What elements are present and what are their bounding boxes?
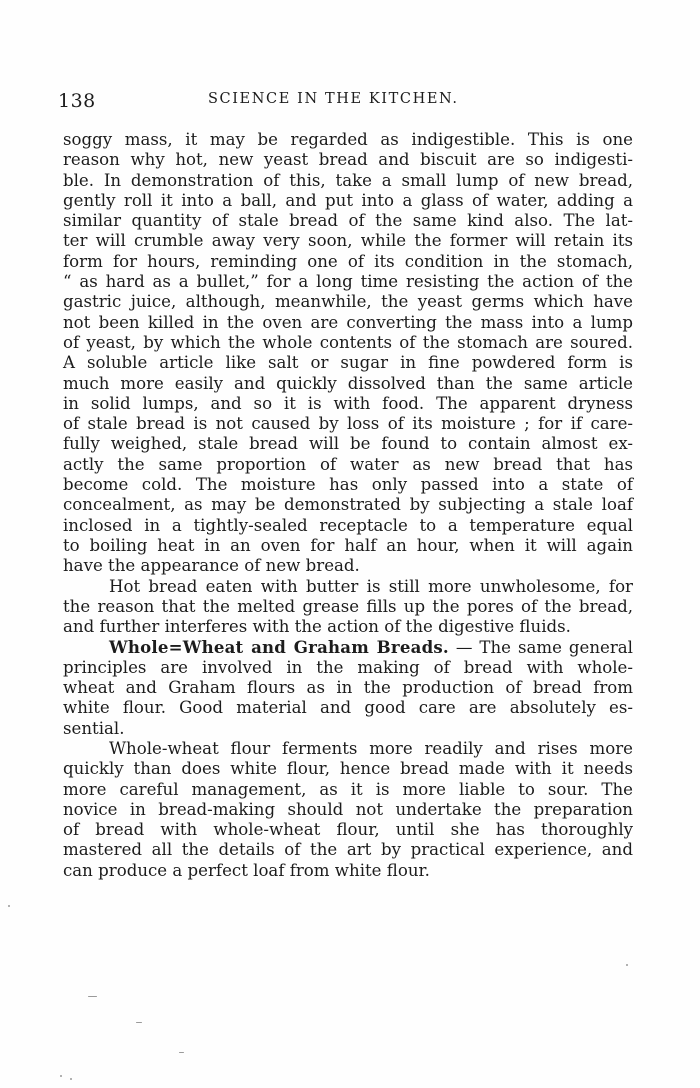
paragraph-line: of stale bread is not caused by loss of its moisture ; for if care- <box>63 414 633 434</box>
paragraph-line: white flour. Good material and good care are absolutely es- <box>63 698 633 718</box>
paper-speck <box>8 905 10 907</box>
body-text <box>63 130 633 881</box>
paragraph-line: wheat and Graham flours as in the production of bread from <box>63 678 633 698</box>
page-header <box>58 90 628 114</box>
section-heading: Whole=Wheat and Graham Breads. <box>109 637 449 658</box>
paragraph-line: ble. In demonstration of this, take a small lump of new bread, <box>63 170 633 190</box>
paragraph-line: more careful management, as it is more liable to sour. The <box>63 779 633 799</box>
paragraph-line: principles are involved in the making of bread with whole- <box>63 657 633 677</box>
paragraph-line: Hot bread eaten with butter is still more unwholesome, for <box>109 576 633 596</box>
paper-speck <box>179 1052 184 1053</box>
paragraph-line: ter will crumble away very soon, while the former will retain its <box>63 231 633 251</box>
paragraph-line: mastered all the details of the art by practical experience, and <box>63 840 633 860</box>
paragraph-line: novice in bread-making should not undertake the preparation <box>63 799 633 819</box>
paragraph-line: reason why hot, new yeast bread and biscuit are so indigesti- <box>63 150 633 170</box>
paragraph-line: and further interferes with the action of the digestive fluids. <box>63 617 571 637</box>
paragraph-line: A soluble article like salt or sugar in fine powdered form is <box>63 353 633 373</box>
paragraph-line: not been killed in the oven are converting the mass into a lump <box>63 312 633 332</box>
heading-line-text: — The same general <box>448 638 633 658</box>
paragraph-line: gently roll it into a ball, and put into a glass of water, adding a <box>63 190 633 210</box>
paragraph-line: fully weighed, stale bread will be found to contain almost ex- <box>63 434 633 454</box>
paragraph-line: similar quantity of stale bread of the same kind also. The lat- <box>63 211 633 231</box>
paragraph-line: much more easily and quickly dissolved than the same article <box>63 373 633 393</box>
paragraph-line: concealment, as may be demonstrated by subjecting a stale loaf <box>63 495 633 515</box>
paragraph-line: “ as hard as a bullet,” for a long time resisting the action of the <box>63 272 633 292</box>
paragraph-line: form for hours, reminding one of its condition in the stomach, <box>63 251 633 271</box>
paragraph-line: Whole-wheat flour ferments more readily and rises more <box>109 738 633 758</box>
paragraph-line: the reason that the melted grease fills up the pores of the bread, <box>63 596 633 616</box>
paragraph-line: have the appearance of new bread. <box>63 556 360 576</box>
running-head: SCIENCE IN THE KITCHEN. <box>208 91 459 107</box>
paragraph-line: become cold. The moisture has only passed into a state of <box>63 475 633 495</box>
paragraph-line: in solid lumps, and so it is with food. The apparent dryness <box>63 393 633 413</box>
paragraph-line: to boiling heat in an oven for half an hour, when it will again <box>63 535 633 555</box>
paper-speck <box>136 1022 142 1023</box>
paper-speck <box>60 1075 62 1077</box>
paragraph-line <box>63 637 633 657</box>
paragraph-line: actly the same proportion of water as new bread that has <box>63 454 633 474</box>
paragraph-line: quickly than does white flour, hence bread made with it needs <box>63 759 633 779</box>
paragraph-line: inclosed in a tightly-sealed receptacle to a temperature equal <box>63 515 633 535</box>
paragraph-line: of yeast, by which the whole contents of the stomach are soured. <box>63 332 633 352</box>
paper-speck <box>70 1078 72 1080</box>
paragraph-line: sential. <box>63 718 125 738</box>
paragraph-line: can produce a perfect loaf from white flour. <box>63 860 430 880</box>
paper-speck <box>88 996 97 997</box>
paragraph-line: of bread with whole-wheat flour, until she has thoroughly <box>63 820 633 840</box>
paragraph-line: soggy mass, it may be regarded as indigestible. This is one <box>63 130 633 149</box>
page-number: 138 <box>58 90 96 112</box>
paragraph-line: gastric juice, although, meanwhile, the yeast germs which have <box>63 292 633 312</box>
paper-speck <box>626 964 628 966</box>
